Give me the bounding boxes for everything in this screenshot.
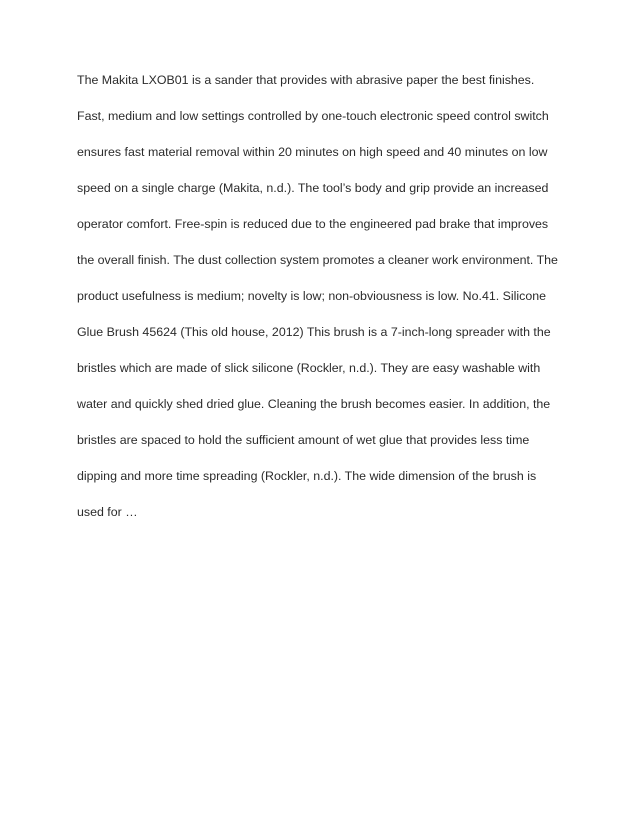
text-line: operator comfort. Free-spin is reduced due to the engineered pad brake that improves — [77, 217, 549, 231]
text-line: Fast, medium and low settings controlled by one-touch electronic speed control switch — [77, 109, 549, 123]
body-paragraph — [77, 70, 577, 538]
text-line: water and quickly shed dried glue. Cleaning the brush becomes easier. In addition, the — [77, 397, 551, 411]
text-line: product usefulness is medium; novelty is low; non-obviousness is low. No.41. Silicone — [77, 289, 547, 303]
text-line: used for … — [77, 505, 138, 519]
text-line: bristles are spaced to hold the sufficient amount of wet glue that provides less time — [77, 433, 530, 447]
text-line: speed on a single charge (Makita, n.d.). The tool’s body and grip provide an increased — [77, 181, 549, 195]
text-line: the overall finish. The dust collection system promotes a cleaner work environment. The — [77, 253, 558, 267]
text-line: The Makita LXOB01 is a sander that provides with abrasive paper the best finishes. — [77, 73, 535, 87]
text-line: dipping and more time spreading (Rockler, n.d.). The wide dimension of the brush is — [77, 469, 537, 483]
text-line: bristles which are made of slick silicone (Rockler, n.d.). They are easy washable with — [77, 361, 541, 375]
text-line: Glue Brush 45624 (This old house, 2012) This brush is a 7-inch-long spreader with the — [77, 325, 551, 339]
text-line: ensures fast material removal within 20 minutes on high speed and 40 minutes on low — [77, 145, 548, 159]
